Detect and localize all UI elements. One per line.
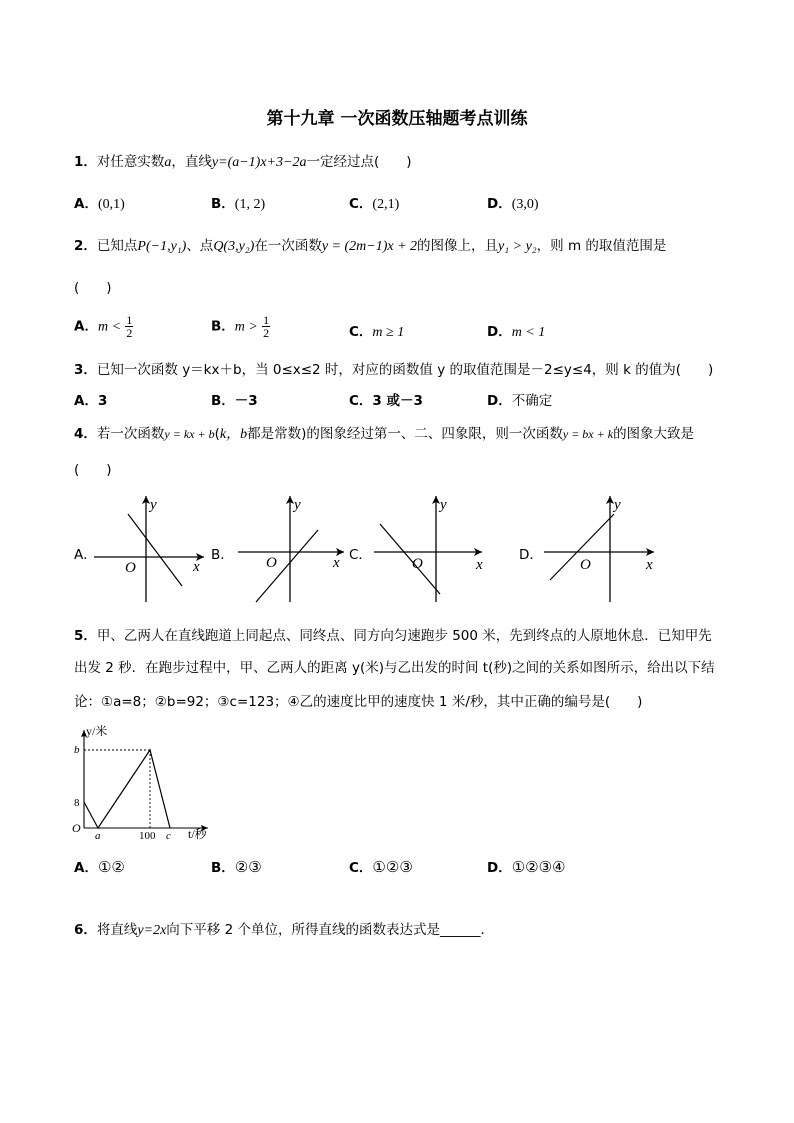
graph-option-c-label[interactable]: C．: [349, 547, 372, 563]
graph-option-d-label[interactable]: D．: [519, 547, 543, 563]
option-a[interactable]: A．①②: [74, 858, 125, 876]
option-a[interactable]: A．(0,1): [74, 196, 125, 212]
option-b[interactable]: B．－3: [211, 393, 258, 409]
x-axis-label: t/秒: [188, 827, 207, 841]
x-label: x: [193, 559, 200, 575]
y-label: y: [150, 497, 157, 513]
option-b[interactable]: B．m > $\frac{1}{2}$: [211, 313, 270, 340]
question-6: 6．将直线y=2x向下平移 2 个单位，所得直线的函数表达式是______．: [74, 922, 494, 938]
graph-option-b-label[interactable]: B．: [211, 547, 234, 563]
option-c[interactable]: C．3 或－3: [349, 393, 423, 409]
function-line: [128, 514, 182, 586]
option-d[interactable]: D．①②③④: [487, 858, 566, 876]
option-c[interactable]: C．①②③: [349, 858, 413, 876]
question-number: 5．: [74, 628, 97, 644]
option-a[interactable]: A．m < $\frac{1}{2}$: [74, 313, 133, 340]
question-number: 4．: [74, 426, 97, 442]
distance-line: [84, 750, 170, 828]
question-5-line-2: 出发 2 秒．在跑步过程中，甲、乙两人的距离 y(米)与乙出发的时间 t(秒)之间的关系如图所示，给出以下结: [74, 660, 715, 676]
graph-c[interactable]: [370, 492, 488, 604]
origin-label: O: [580, 557, 591, 573]
origin-label: O: [72, 821, 81, 835]
question-2-paren: ( ): [74, 280, 112, 296]
option-d[interactable]: D．m < 1: [487, 324, 546, 340]
question-number: 1．: [74, 154, 97, 170]
distance-time-chart: [70, 720, 220, 842]
option-d[interactable]: D．不确定: [487, 393, 553, 409]
question-number: 6．: [74, 922, 97, 938]
option-b[interactable]: B．(1, 2): [211, 196, 266, 212]
y-label: y: [614, 497, 621, 513]
question-4: 4．若一次函数y = kx + b(k，b都是常数)的图象经过第一、二、四象限，则一次函数y = bx + k的图象大致是: [74, 426, 695, 442]
graph-b[interactable]: [232, 492, 350, 604]
question-5: 5．甲、乙两人在直线跑道上同起点、同终点、同方向匀速跑步 500 米，先到终点的人原地休息．已知甲先: [74, 628, 712, 644]
y-tick-8: 8: [74, 797, 80, 809]
y-axis-label: y/米: [86, 724, 108, 738]
x-tick-100: 100: [139, 830, 156, 842]
option-b[interactable]: B．②③: [211, 858, 262, 876]
fraction: $\frac{1}{2}$: [126, 313, 133, 340]
graph-a[interactable]: [92, 492, 210, 604]
y-tick-b: b: [74, 744, 80, 756]
x-label: x: [333, 555, 340, 571]
page-title: 第十九章 一次函数压轴题考点训练: [266, 109, 528, 129]
x-label: x: [646, 557, 653, 573]
x-label: x: [476, 557, 483, 573]
origin-label: O: [266, 555, 277, 571]
function-line: [380, 524, 440, 594]
question-2: 2．已知点P(−1,y₁)、点Q(3,y₂)在一次函数y = (2m−1)x + 2的图像上，且y₁ > y₂，则 m 的取值范围是: [74, 238, 667, 254]
question-4-paren: ( ): [74, 462, 112, 478]
question-3: 3．已知一次函数 y＝kx＋b，当 0≤x≤2 时，对应的函数值 y 的取值范围是－2≤y≤4，则 k 的值为( ): [74, 362, 714, 378]
y-label: y: [440, 497, 447, 513]
origin-label: O: [125, 560, 136, 576]
question-number: 3．: [74, 362, 97, 378]
graph-option-a-label[interactable]: A．: [74, 547, 97, 563]
question-1: 1．对任意实数a，直线y=(a−1)x+3−2a一定经过点( ): [74, 154, 412, 170]
fraction: $\frac{1}{2}$: [263, 313, 270, 340]
option-c[interactable]: C．m ≥ 1: [349, 324, 405, 340]
question-5-line-3: 论：①a=8；②b=92；③c=123；④乙的速度比甲的速度快 1 米/秒，其中正确的编号是( ): [74, 694, 643, 710]
y-label: y: [294, 497, 301, 513]
option-a[interactable]: A．3: [74, 393, 108, 409]
graph-d[interactable]: [540, 492, 658, 604]
origin-label: O: [412, 556, 423, 572]
question-number: 2．: [74, 238, 97, 254]
answer-blank[interactable]: ______: [439, 922, 481, 938]
option-d[interactable]: D．(3,0): [487, 196, 539, 212]
x-tick-a: a: [95, 830, 101, 842]
x-tick-c: c: [166, 830, 171, 842]
option-c[interactable]: C．(2,1): [349, 196, 400, 212]
